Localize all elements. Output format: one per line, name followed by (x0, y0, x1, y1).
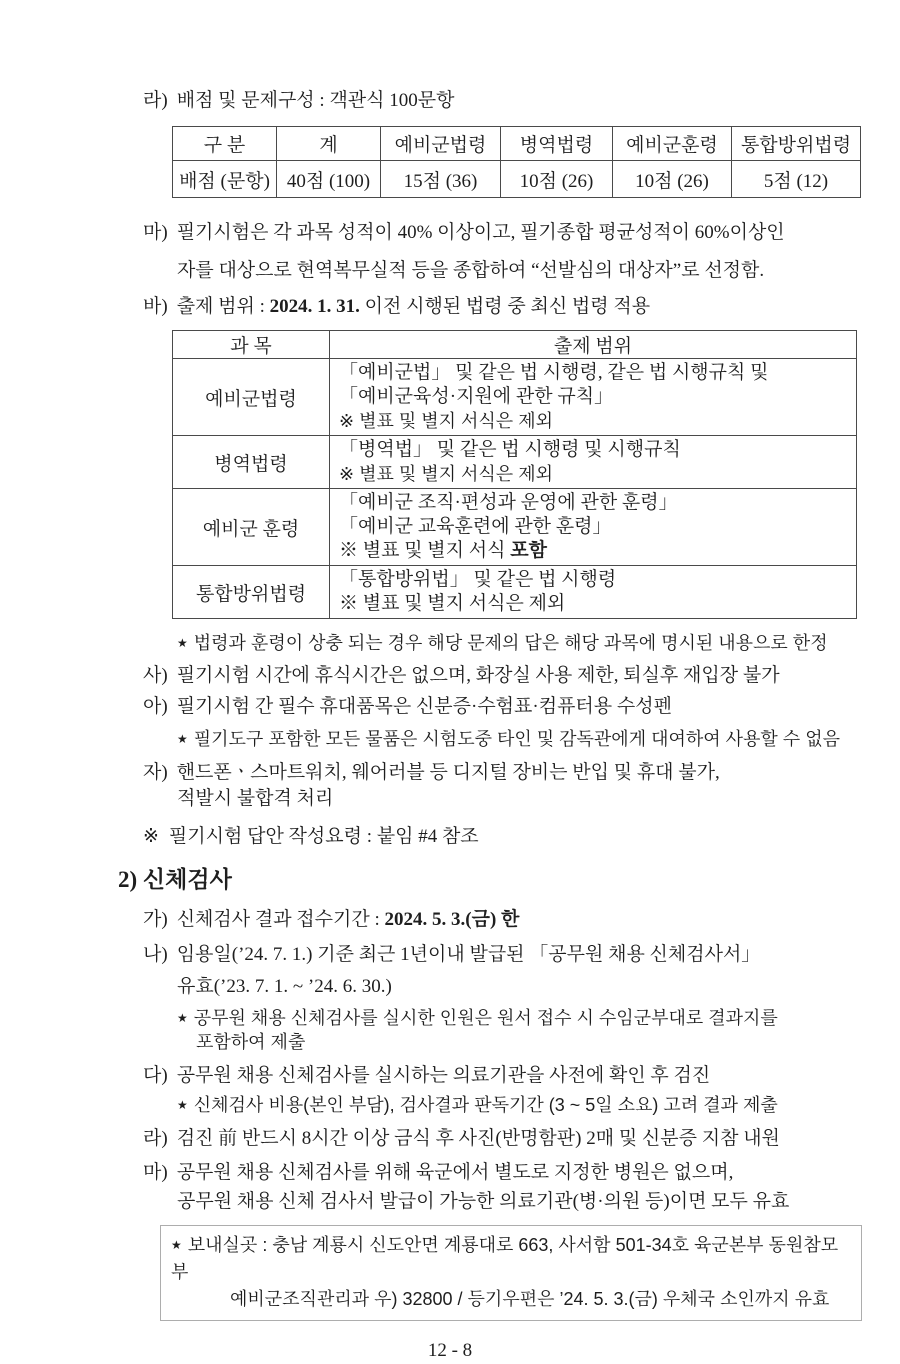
star-icon: ★ (177, 732, 188, 746)
item-text: 필기시험 간 필수 휴대품목은 신분증·수험표·컴퓨터용 수성펜 (176, 696, 672, 717)
address-line1: 보내실곳 : 충남 계룡시 신도안면 계룡대로 663, 사서함 501-34호 육군본부 동원참모부 (171, 1235, 839, 1282)
scope-line: 「통합방위법」 및 같은 법 시행령 (339, 569, 617, 590)
score-col-byeongyeok: 병역법령 (501, 127, 613, 161)
scope-date: 2024. 1. 31. (269, 296, 360, 317)
scope-table-header-row (173, 331, 857, 359)
scope-note-text: ※ 별표 및 별지 서식 (339, 540, 511, 561)
item-label: 사) (143, 665, 168, 686)
scope-note (339, 592, 850, 616)
item-text-line2: 공무원 채용 신체 검사서 발급이 가능한 의료기관(병·의원 등)이면 모두 유효 (177, 1191, 790, 1212)
scope-line: 「예비군 조직·편성과 운영에 관한 훈령」 (339, 492, 678, 513)
note-text-line1: 공무원 채용 신체검사를 실시한 인원은 원서 접수 시 수임군부대로 결과지를 (193, 1008, 778, 1028)
item-text-line2: 유효(’23. 7. 1. ~ ’24. 6. 30.) (177, 976, 392, 997)
item-text-line1: 임용일(’24. 7. 1.) 기준 최근 1년이내 발급된 「공무원 채용 신체검사서」 (176, 944, 761, 965)
star-icon: ★ (177, 1011, 188, 1025)
item-na-certificate (143, 939, 860, 1003)
item-text-line1: 핸드폰ㆍ스마트워치, 웨어러블 등 디지털 장비는 반입 및 휴대 불가, (176, 762, 720, 783)
reference-mark-icon: ※ (143, 826, 159, 847)
mailing-address-box (160, 1225, 862, 1321)
item-text-line2: 적발시 불합격 처리 (177, 788, 334, 809)
note-no-lending (177, 727, 880, 751)
scope-subject: 예비군법령 (173, 359, 330, 436)
score-value-2: 10점 (26) (501, 161, 613, 198)
item-label: 가) (143, 909, 168, 930)
score-col-yebigun-hunryeong: 예비군훈령 (613, 127, 732, 161)
scope-line: 「예비군법」 및 같은 법 시행령, 같은 법 시행규칙 및 (339, 362, 769, 383)
score-value-4: 5점 (12) (732, 161, 861, 198)
scope-note-text: ※ 별표 및 별지 서식은 제외 (339, 593, 566, 614)
scope-note (339, 539, 850, 563)
scope-note (339, 409, 850, 433)
star-icon: ★ (177, 1098, 188, 1112)
item-label: 라) (143, 1128, 168, 1149)
scope-row-yebigun-beopnyeong (173, 359, 857, 436)
item-label: 마) (143, 222, 168, 243)
item-text: 검진 前 반드시 8시간 이상 금식 후 사진(반명함판) 2매 및 신분증 지참 내원 (176, 1128, 780, 1149)
item-da-medical-institution (143, 1061, 860, 1091)
item-ba-scope (143, 290, 860, 324)
section-heading-physical-exam: 2) 신체검사 (118, 867, 232, 892)
item-text-post: 이전 시행된 법령 중 최신 법령 적용 (359, 296, 651, 317)
scope-note-text: ※ 별표 및 별지 서식은 제외 (339, 464, 553, 484)
item-text: 공무원 채용 신체검사를 실시하는 의료기관을 사전에 확인 후 검진 (176, 1065, 711, 1086)
deadline-date: 2024. 5. 3.(금) 한 (384, 909, 520, 930)
scope-detail (330, 436, 857, 489)
scope-detail (330, 359, 857, 436)
scope-line: 「병역법」 및 같은 법 시행령 및 시행규칙 (339, 439, 681, 460)
scope-subject: 예비군 훈령 (173, 489, 330, 566)
item-text-line2: 자를 대상으로 현역복무실적 등을 종합하여 “선발심의 대상자”로 선정함. (177, 260, 765, 281)
item-ma-passing (143, 214, 860, 290)
scope-table (172, 330, 857, 619)
note-text: 필기시험 답안 작성요령 : 붙임 #4 참조 (168, 826, 479, 847)
scope-subject: 통합방위법령 (173, 566, 330, 619)
scope-note-bold: 포함 (510, 540, 547, 561)
item-ah-required-items (143, 692, 860, 722)
score-table (172, 126, 861, 198)
item-label: 다) (143, 1065, 168, 1086)
score-col-gubun: 구 분 (173, 127, 277, 161)
scope-row-yebigun-hunryeong (173, 489, 857, 566)
scope-line: 「예비군 교육훈련에 관한 훈령」 (339, 516, 612, 537)
item-ja-digital-devices (143, 760, 860, 812)
scope-line: 「예비군육성·지원에 관한 규칙」 (339, 386, 614, 407)
address-line2: 예비군조직관리과 우) 32800 / 등기우편은 ’24. 5. 3.(금) 우체국 소인까지 유효 (230, 1289, 830, 1309)
item-label: 바) (143, 296, 168, 317)
score-table-header-row (173, 127, 861, 161)
scope-detail (330, 489, 857, 566)
score-value-total: 40점 (100) (277, 161, 381, 198)
scope-row-byeongyeok (173, 436, 857, 489)
note-submit-result (177, 1006, 880, 1054)
score-value-1: 15점 (36) (381, 161, 501, 198)
score-table-data-row (173, 161, 861, 198)
score-col-tonghap: 통합방위법령 (732, 127, 861, 161)
item-ra-scoring (143, 86, 860, 116)
scope-detail (330, 566, 857, 619)
scope-note (339, 462, 850, 486)
item-ra2-fasting (143, 1124, 860, 1154)
item-text-line1: 필기시험은 각 과목 성적이 40% 이상이고, 필기종합 평균성적이 60%이상인 (176, 222, 785, 243)
item-ma2-hospital (143, 1158, 860, 1216)
note-answer-guide (143, 823, 880, 850)
note-text: 법령과 훈령이 상충 되는 경우 해당 문제의 답은 해당 과목에 명시된 내용으로 한정 (193, 633, 828, 653)
scope-subject: 병역법령 (173, 436, 330, 489)
scope-col1-header: 과 목 (173, 331, 330, 359)
note-law-conflict (177, 631, 880, 655)
score-value-3: 10점 (26) (613, 161, 732, 198)
note-exam-cost (177, 1093, 880, 1117)
score-col-yebigun-beopnyeong: 예비군법령 (381, 127, 501, 161)
scope-col2-header: 출제 범위 (330, 331, 857, 359)
scope-note-text: ※ 별표 및 별지 서식은 제외 (339, 411, 553, 431)
note-text: 신체검사 비용(본인 부담), 검사결과 판독기간 (3 ~ 5일 소요) 고려 결과 제출 (193, 1095, 778, 1115)
note-text-line2: 포함하여 제출 (196, 1032, 306, 1052)
note-text: 필기도구 포함한 모든 물품은 시험도중 타인 및 감독관에게 대여하여 사용할 수 없음 (193, 729, 840, 749)
item-text: 배점 및 문제구성 : 객관식 100문항 (176, 90, 455, 111)
item-label: 자) (143, 762, 168, 783)
page-number: 12 - 8 (427, 1340, 473, 1361)
star-icon: ★ (171, 1238, 182, 1252)
item-ga-deadline (143, 905, 860, 935)
item-text-pre: 출제 범위 : (176, 296, 270, 317)
item-text-line1: 공무원 채용 신체검사를 위해 육군에서 별도로 지정한 병원은 없으며, (176, 1162, 734, 1183)
item-label: 마) (143, 1162, 168, 1183)
item-sa-no-break (143, 661, 860, 691)
star-icon: ★ (177, 636, 188, 650)
score-col-total: 계 (277, 127, 381, 161)
item-text-pre: 신체검사 결과 접수기간 : (176, 909, 385, 930)
item-label: 아) (143, 696, 168, 717)
scope-row-tonghap (173, 566, 857, 619)
score-row-label: 배점 (문항) (173, 161, 277, 198)
item-text: 필기시험 시간에 휴식시간은 없으며, 화장실 사용 제한, 퇴실후 재입장 불가 (176, 665, 780, 686)
item-label: 나) (143, 944, 168, 965)
item-label: 라) (143, 90, 168, 111)
